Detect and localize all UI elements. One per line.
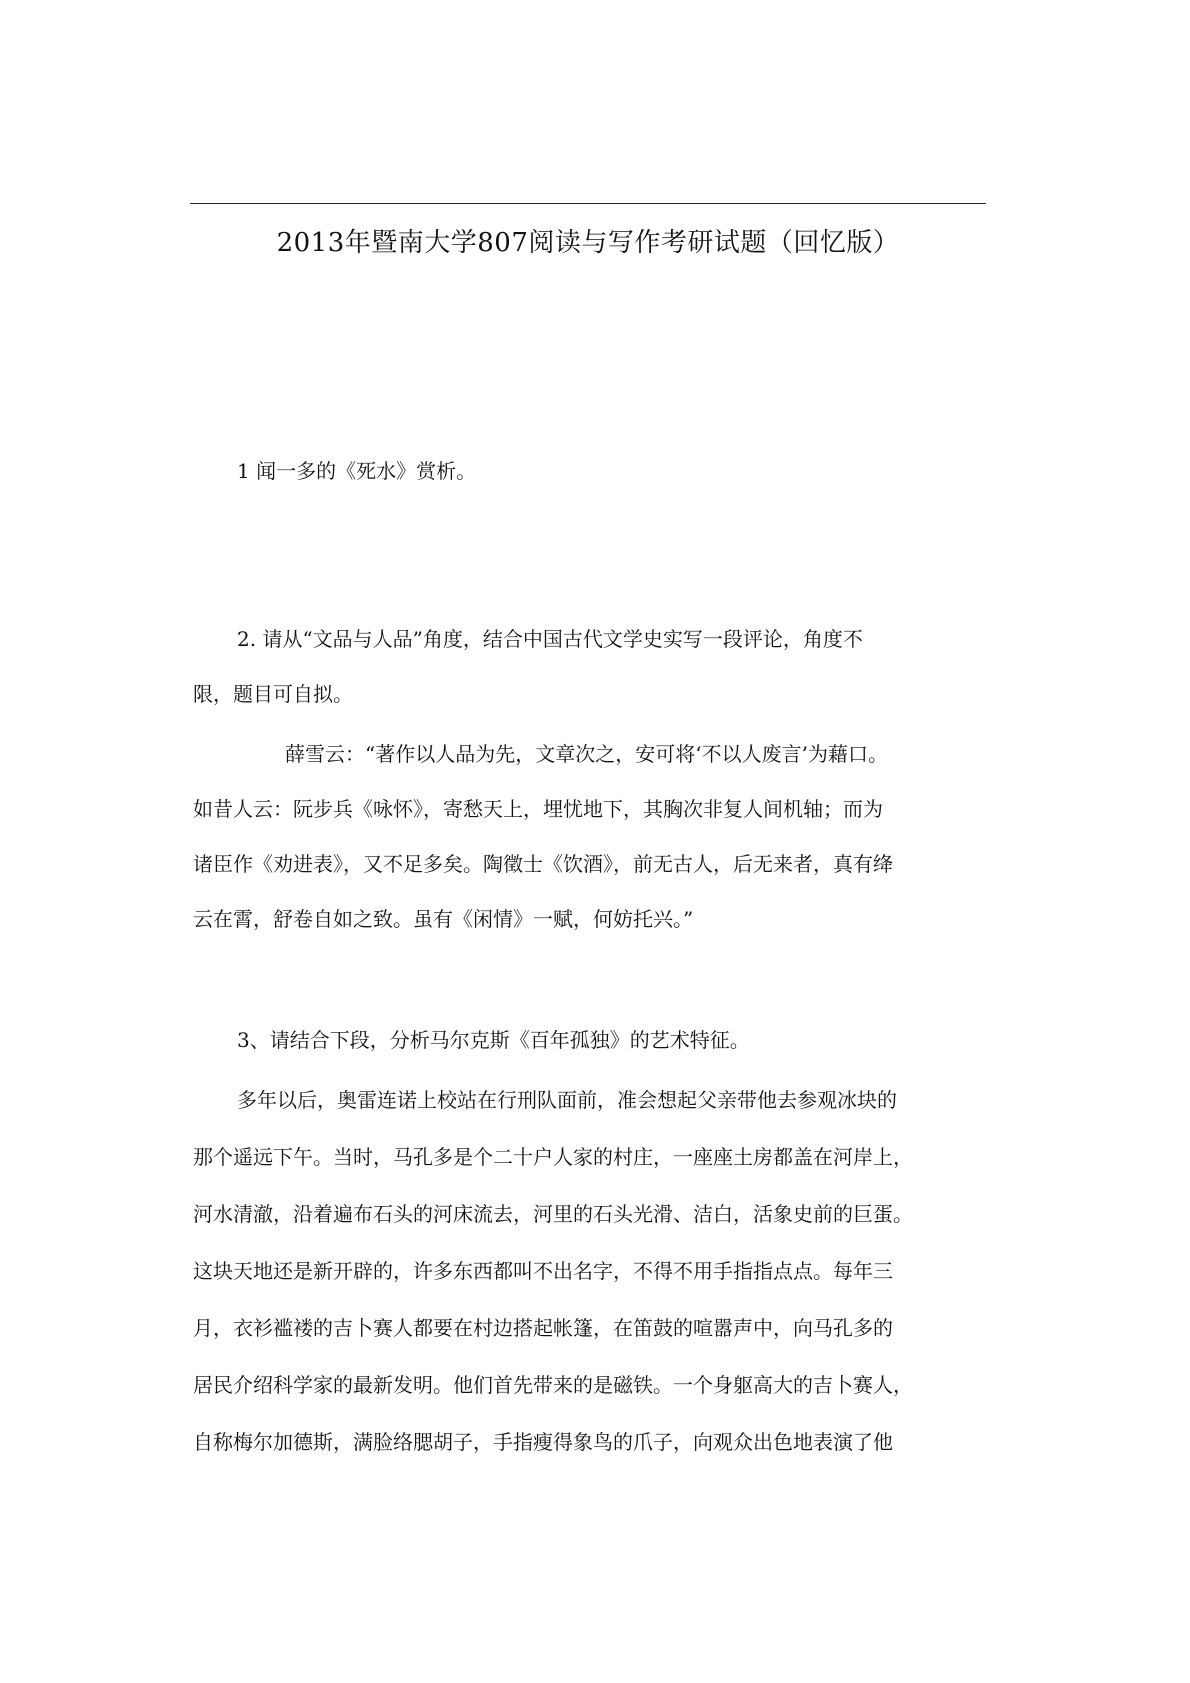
quote-line: 如昔人云：阮步兵《咏怀》，寄愁天上，埋忧地下，其胸次非复人间机轴；而为 [193,797,883,821]
header-rule [190,203,986,204]
passage-line: 那个遥远下午。当时，马孔多是个二十户人家的村庄，一座座土房都盖在河岸上， [193,1145,913,1169]
quote-line: 薛雪云：“著作以人品为先，文章次之，安可将‘不以人废言’为藉口。 [285,742,888,766]
question-3-prompt: 3、请结合下段，分析马尔克斯《百年孤独》的艺术特征。 [237,1028,750,1052]
quote-line: 诸臣作《劝进表》，又不足多矣。陶徵士《饮酒》，前无古人，后无来者，真有绛 [193,852,893,876]
passage-line: 多年以后，奥雷连诺上校站在行刑队面前，准会想起父亲带他去参观冰块的 [237,1088,897,1112]
passage-line: 自称梅尔加德斯，满脸络腮胡子，手指瘦得象鸟的爪子，向观众出色地表演了他 [193,1430,893,1454]
page-title: 2013年暨南大学807阅读与写作考研试题（回忆版） [276,228,900,258]
passage-line: 河水清澈，沿着遍布石头的河床流去，河里的石头光滑、洁白，活象史前的巨蛋。 [193,1202,913,1226]
passage-line: 月，衣衫褴褛的吉卜赛人都要在村边搭起帐篷，在笛鼓的喧嚣声中，向马孔多的 [193,1316,893,1340]
quote-line: 云在霄，舒卷自如之致。虽有《闲情》一赋，何妨托兴。” [193,907,694,931]
passage-line: 这块天地还是新开辟的，许多东西都叫不出名字，不得不用手指指点点。每年三 [193,1259,893,1283]
passage-line: 居民介绍科学家的最新发明。他们首先带来的是磁铁。一个身躯高大的吉卜赛人， [193,1373,913,1397]
question-2-line-1: 2. 请从“文品与人品”角度，结合中国古代文学史实写一段评论，角度不 [237,627,863,651]
question-2-line-2: 限，题目可自拟。 [193,682,353,706]
question-1: 1 闻一多的《死水》赏析。 [237,459,477,483]
